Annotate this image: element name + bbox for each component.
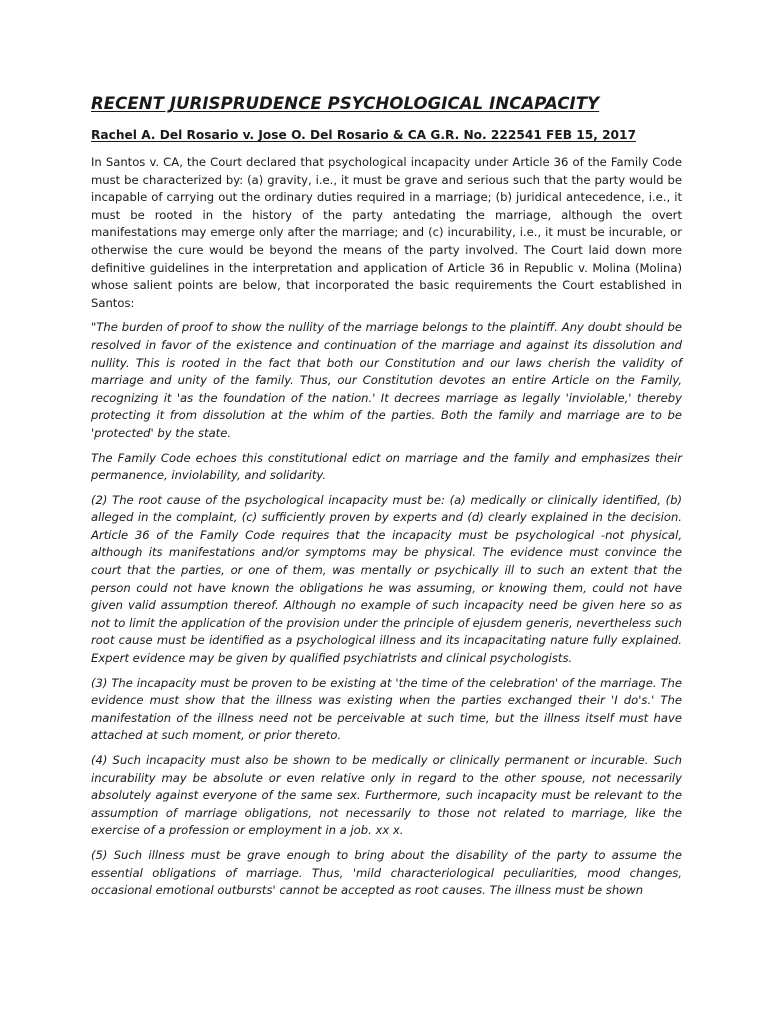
paragraph-santos-intro: In Santos v. CA, the Court declared that psychological incapacity under Article 36 of the Family Code must be characterized by: (a) gravity, i.e., it must be grave and serious such that the party would be incapable of carrying out the ordinary duties required in a marriage; (b) juridical antecedence, i.e., it must be rooted in the history of the party antedating the marriage, although the overt manifestations may emerge only after the marriage; and (c) incurability, i.e., it must be incurable, or otherwise the cure would be beyond the means of the party involved. The Court laid down more definitive guidelines in the interpretation and application of Article 36 in Republic v. Molina (Molina) whose salient points are below, that incorporated the basic requirements the Court established in Santos: xyxy=(91,155,682,310)
case-title: Rachel A. Del Rosario v. Jose O. Del Rosario & CA G.R. No. 222541 FEB 15, 2017 xyxy=(91,128,636,142)
paragraph-incurability: (4) Such incapacity must also be shown to be medically or clinically permanent or incurable. Such incurability may be absolute or even relative only in regard to the other spouse, not necessarily absolutely against everyone of the same sex. Furthermore, such incapacity must be relevant to the assumption of marriage obligations, not necessarily to those not related to marriage, like the exercise of a profession or employment in a job. xx x. xyxy=(91,753,682,838)
paragraph-family-code: The Family Code echoes this constitutional edict on marriage and the family and emphasizes their permanence, inviolability, and solidarity. xyxy=(91,450,682,483)
paragraph-root-cause: (2) The root cause of the psychological incapacity must be: (a) medically or clinically identified, (b) alleged in the complaint, (c) sufficiently proven by experts and (d) clearly explained in the decision. Article 36 of the Family Code requires that the incapacity must be psychological -not physical, although its manifestations and/or symptoms may be physical. The evidence must convince the court that the parties, or one of them, was mentally or psychically ill to such an extent that the person could not have known the obligations he was assuming, or knowing them, could not have given valid assumption thereof. Although no example of such incapacity need be given here so as not to limit the application of the provision under the principle of ejusdem generis, nevertheless such root cause must be identified as a psychological illness and its incapacitating nature fully explained. Expert evidence may be given by qualified psychiatrists and clinical psychologists. xyxy=(91,492,682,666)
paragraph-gravity: (5) Such illness must be grave enough to bring about the disability of the party to assume the essential obligations of marriage. Thus, 'mild characteriological peculiarities, mood changes, occasional emotional outbursts' cannot be accepted as root causes. The illness must be shown xyxy=(91,847,682,898)
paragraph-burden-of-proof: "The burden of proof to show the nullity of the marriage belongs to the plaintiff. Any doubt should be resolved in favor of the existence and continuation of the marriage and against its dissolution and nullity. This is rooted in the fact that both our Constitution and our laws cherish the validity of marriage and unity of the family. Thus, our Constitution devotes an entire Article on the Family, recognizing it 'as the foundation of the nation.' It decrees marriage as legally 'inviolable,' thereby protecting it from dissolution at the whim of the parties. Both the family and marriage are to be 'protected' by the state. xyxy=(91,320,682,440)
paragraph-time-of-celebration: (3) The incapacity must be proven to be existing at 'the time of the celebration' of the marriage. The evidence must show that the illness was existing when the parties exchanged their 'I do's.' The manifestation of the illness need not be perceivable at such time, but the illness itself must have attached at such moment, or prior thereto. xyxy=(91,675,682,743)
document-title: RECENT JURISPRUDENCE PSYCHOLOGICAL INCAPACITY xyxy=(91,94,600,113)
